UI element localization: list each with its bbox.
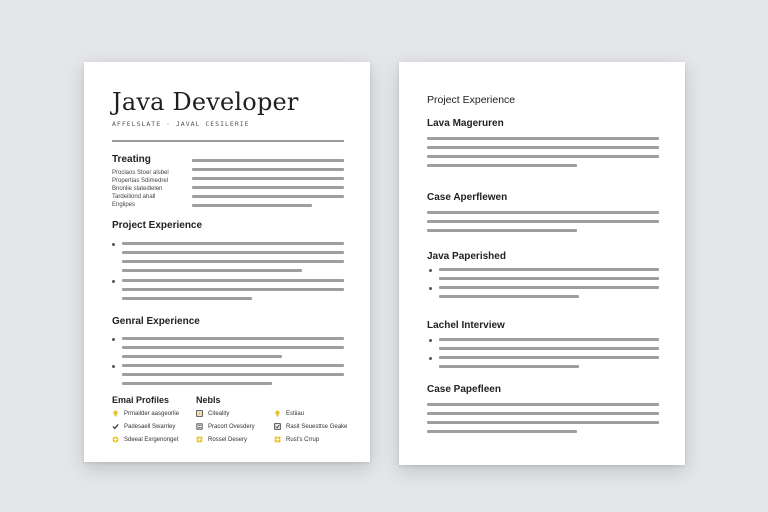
star-icon [196, 410, 203, 417]
text-line [122, 346, 344, 349]
text-line [122, 279, 344, 282]
text-line [122, 382, 272, 385]
bullet [112, 338, 115, 341]
icon-row [274, 436, 319, 443]
text-line [427, 155, 659, 158]
icon-row-label: Pracort Ovesdery [208, 423, 255, 430]
text-line [122, 355, 282, 358]
icon-row-label: Sdeeal Exrgenonget [124, 436, 179, 443]
icon-row-label: Prmailder aasgeorlie [124, 410, 180, 417]
icon-row-label: Rust's Crrup [286, 436, 320, 443]
icon-row [196, 423, 255, 430]
side-line: Bnonlie slatedlelen [112, 186, 163, 192]
text-line [439, 347, 659, 350]
book-icon [196, 423, 203, 430]
side-line: Tardeiliond ahall [112, 194, 156, 200]
icon-row [274, 410, 304, 417]
icon-row [112, 410, 179, 417]
resume-page-left [84, 62, 370, 462]
icon-row-label: Citeality [208, 410, 230, 417]
resume-title: Java Developer [112, 88, 299, 116]
section-heading-project-experience: Project Experience [112, 220, 203, 231]
bullet [429, 269, 432, 272]
icon-row [274, 423, 347, 430]
section-heading: Java Paperished [427, 251, 506, 262]
resume-subtitle: AFFELSLATE · JAVAL CESILERIE [112, 120, 250, 128]
text-line [122, 288, 344, 291]
icon-row-label: Padesaell Swarrley [124, 423, 176, 430]
bullet [112, 280, 115, 283]
text-line [427, 421, 659, 424]
check-icon [274, 423, 281, 430]
section-heading-email-profiles: Emai Profiles [112, 395, 170, 405]
text-line [122, 337, 344, 340]
section-heading-hobbies: Nebls [196, 395, 221, 405]
text-line [439, 277, 659, 280]
text-line [427, 412, 659, 415]
text-line [192, 195, 344, 198]
section-heading: Case Papefleen [427, 384, 501, 395]
icon-row-label: Estiiau [286, 410, 305, 417]
text-line [427, 211, 659, 214]
text-line [192, 204, 312, 207]
lightbulb-icon [112, 410, 119, 417]
icon-row [112, 423, 175, 430]
text-line [122, 373, 344, 376]
text-line [122, 260, 344, 263]
title-divider [112, 140, 344, 142]
section-heading-general-experience: Genral Experience [112, 316, 200, 327]
text-line [122, 364, 344, 367]
text-line [122, 269, 302, 272]
text-line [192, 186, 344, 189]
text-line [192, 177, 344, 180]
text-line [439, 356, 659, 359]
section-heading: Case Aperflewen [427, 192, 508, 203]
bullet [112, 365, 115, 368]
side-line: Propertias Sdimedrel [112, 178, 169, 184]
lightbulb-icon [274, 410, 281, 417]
text-line [439, 268, 659, 271]
side-line: Proclaos Stoer alsbel [112, 170, 169, 176]
bullet [429, 287, 432, 290]
gear-icon [196, 436, 203, 443]
text-line [427, 137, 659, 140]
text-line [427, 220, 659, 223]
text-line [427, 164, 577, 167]
text-line [122, 251, 344, 254]
text-line [427, 146, 659, 149]
text-line [427, 403, 659, 406]
resume-page-right [399, 62, 685, 465]
icon-row-label: Rasit Seuesttse Geake [286, 423, 348, 430]
page-right-title: Project Experience [427, 94, 516, 106]
icon-row [112, 436, 178, 443]
icon-row [196, 436, 247, 443]
text-line [439, 338, 659, 341]
section-heading: Lachel Interview [427, 320, 505, 331]
text-line [439, 365, 579, 368]
icon-row-label: Rossel Desery [208, 436, 248, 443]
side-line: Englipes [112, 202, 136, 208]
section-heading-treating: Treating [112, 154, 151, 165]
text-line [192, 159, 344, 162]
text-line [122, 242, 344, 245]
text-line [427, 229, 577, 232]
text-line [192, 168, 344, 171]
bullet [429, 357, 432, 360]
icon-row [196, 410, 229, 417]
plus-icon [274, 436, 281, 443]
section-heading: Lava Mageruren [427, 118, 504, 129]
text-line [439, 295, 579, 298]
text-line [427, 430, 577, 433]
text-line [439, 286, 659, 289]
check-icon [112, 423, 119, 430]
plus-icon [112, 436, 119, 443]
bullet [429, 339, 432, 342]
text-line [122, 297, 252, 300]
bullet [112, 243, 115, 246]
